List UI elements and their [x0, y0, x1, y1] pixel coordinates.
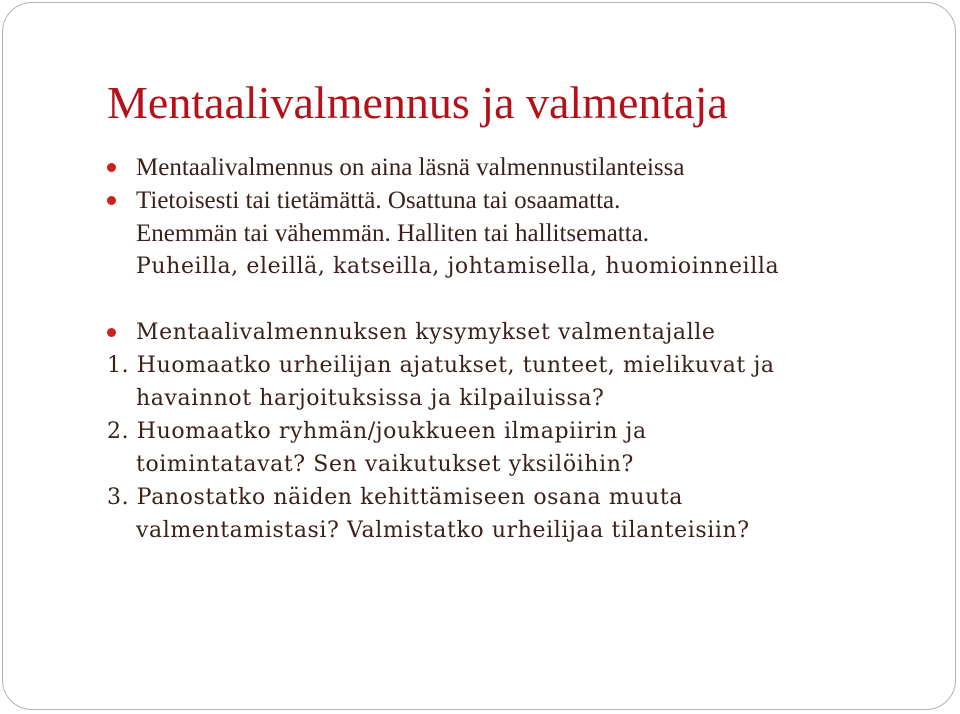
question-text: havainnot harjoituksissa ja kilpailuissa?: [136, 386, 605, 411]
bullet-text: Enemmän tai vähemmän. Halliten tai hallitsematta.: [136, 220, 650, 247]
bullet-continuation: [107, 250, 897, 283]
bullet-dot-icon: [107, 328, 116, 337]
bullet-text: Tietoisesti tai tietämättä. Osattuna tai osaamatta.: [136, 187, 621, 214]
slide-content: [107, 151, 897, 547]
question-text: valmentamistasi? Valmistatko urheilijaa tilanteisiin?: [136, 518, 750, 543]
bullet-text: Mentaalivalmennuksen kysymykset valmentajalle: [136, 320, 716, 345]
bullet-text: Mentaalivalmennus on aina läsnä valmennustilanteissa: [136, 154, 685, 181]
bullet-item: [107, 184, 897, 217]
question-line: [107, 415, 897, 448]
bullet-item: [107, 151, 897, 184]
spacer: [107, 283, 897, 316]
question-text: 2. Huomaatko ryhmän/joukkueen ilmapiirin ja: [107, 419, 647, 444]
question-text: 3. Panostatko näiden kehittämiseen osana muuta: [107, 485, 683, 510]
question-line: [107, 481, 897, 514]
bullet-dot-icon: [107, 196, 116, 205]
question-text: 1. Huomaatko urheilijan ajatukset, tunteet, mielikuvat ja: [107, 353, 775, 378]
bullet-continuation: [107, 217, 897, 250]
question-line: [107, 514, 897, 547]
bullet-item: [107, 316, 897, 349]
bullet-text: Puheilla, eleillä, katseilla, johtamisella, huomioinneilla: [136, 254, 780, 279]
question-line: [107, 448, 897, 481]
question-line: [107, 382, 897, 415]
question-text: toimintatavat? Sen vaikutukset yksilöihin?: [136, 452, 634, 477]
slide-title: Mentaalivalmennus ja valmentaja: [107, 77, 728, 128]
bullet-dot-icon: [107, 163, 116, 172]
slide: [2, 2, 956, 710]
question-line: [107, 349, 897, 382]
